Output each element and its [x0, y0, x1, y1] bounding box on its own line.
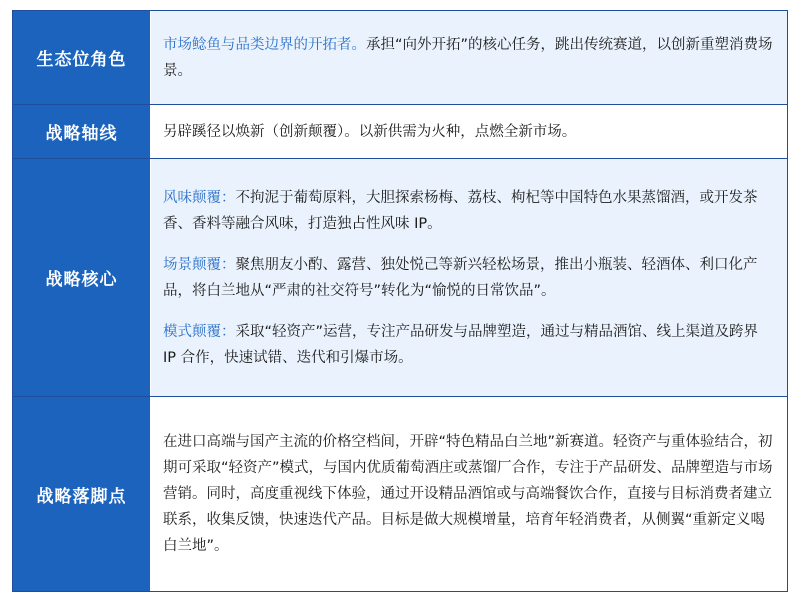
- table-row-strategic-core: [13, 159, 787, 397]
- body-text: 聚焦朋友小酌、露营、独处悦己等新兴轻松场景，推出小瓶装、轻酒体、利口化产品，将白兰地从“严肃的社交符号”转化为“愉悦的日常饮品”。: [163, 256, 758, 299]
- body-text: 采取“轻资产”运营，专注产品研发与品牌塑造，通过与精品酒馆、线上渠道及跨界 IP 合作，快速试错、迭代和引爆市场。: [163, 323, 759, 366]
- highlight-text: 场景颠覆：: [163, 256, 236, 273]
- list-item: [163, 252, 773, 304]
- row-label: 战略轴线: [13, 105, 151, 158]
- row-content: [151, 11, 787, 104]
- body-text: 承担“向外开拓”的核心任务，跳出传统赛道，以创新重塑消费场景。: [163, 36, 773, 79]
- list-item: [163, 185, 773, 237]
- table-row-ecological-role: [13, 11, 787, 105]
- body-text: 不拘泥于葡萄原料，大胆探索杨梅、荔枝、枸杞等中国特色水果蒸馏酒，或开发茶香、香料等融合风味，打造独占性风味 IP。: [163, 189, 758, 232]
- body-text: 另辟蹊径以焕新（创新颠覆）。以新供需为火种，点燃全新市场。: [163, 123, 577, 140]
- list-item: [163, 319, 773, 371]
- table-row-strategic-axis: [13, 105, 787, 159]
- row-label: 生态位角色: [13, 11, 151, 104]
- highlight-text: 市场鲶鱼与品类边界的开拓者。: [163, 36, 366, 53]
- table-row-strategic-landing: [13, 397, 787, 591]
- body-text: 在进口高端与国产主流的价格空档间，开辟“特色精品白兰地”新赛道。轻资产与重体验结合，初期可采取“轻资产”模式，与国内优质葡萄酒庄或蒸馏厂合作，专注于产品研发、品牌塑造与市场营销。同时，高度重视线下体验，通过开设精品酒馆或与高端餐饮合作，直接与目标消费者建立联系，收集反馈，快速迭代产品。目标是做大规模增量，培育年轻消费者，从侧翼“重新定义喝白兰地”。: [163, 434, 773, 554]
- row-content: [151, 159, 787, 396]
- row-label: 战略核心: [13, 159, 151, 396]
- strategy-table: [12, 10, 788, 592]
- highlight-text: 模式颠覆：: [163, 323, 236, 340]
- row-content: [151, 105, 787, 158]
- row-label: 战略落脚点: [13, 397, 151, 591]
- row-content: [151, 397, 787, 591]
- highlight-text: 风味颠覆：: [163, 189, 236, 206]
